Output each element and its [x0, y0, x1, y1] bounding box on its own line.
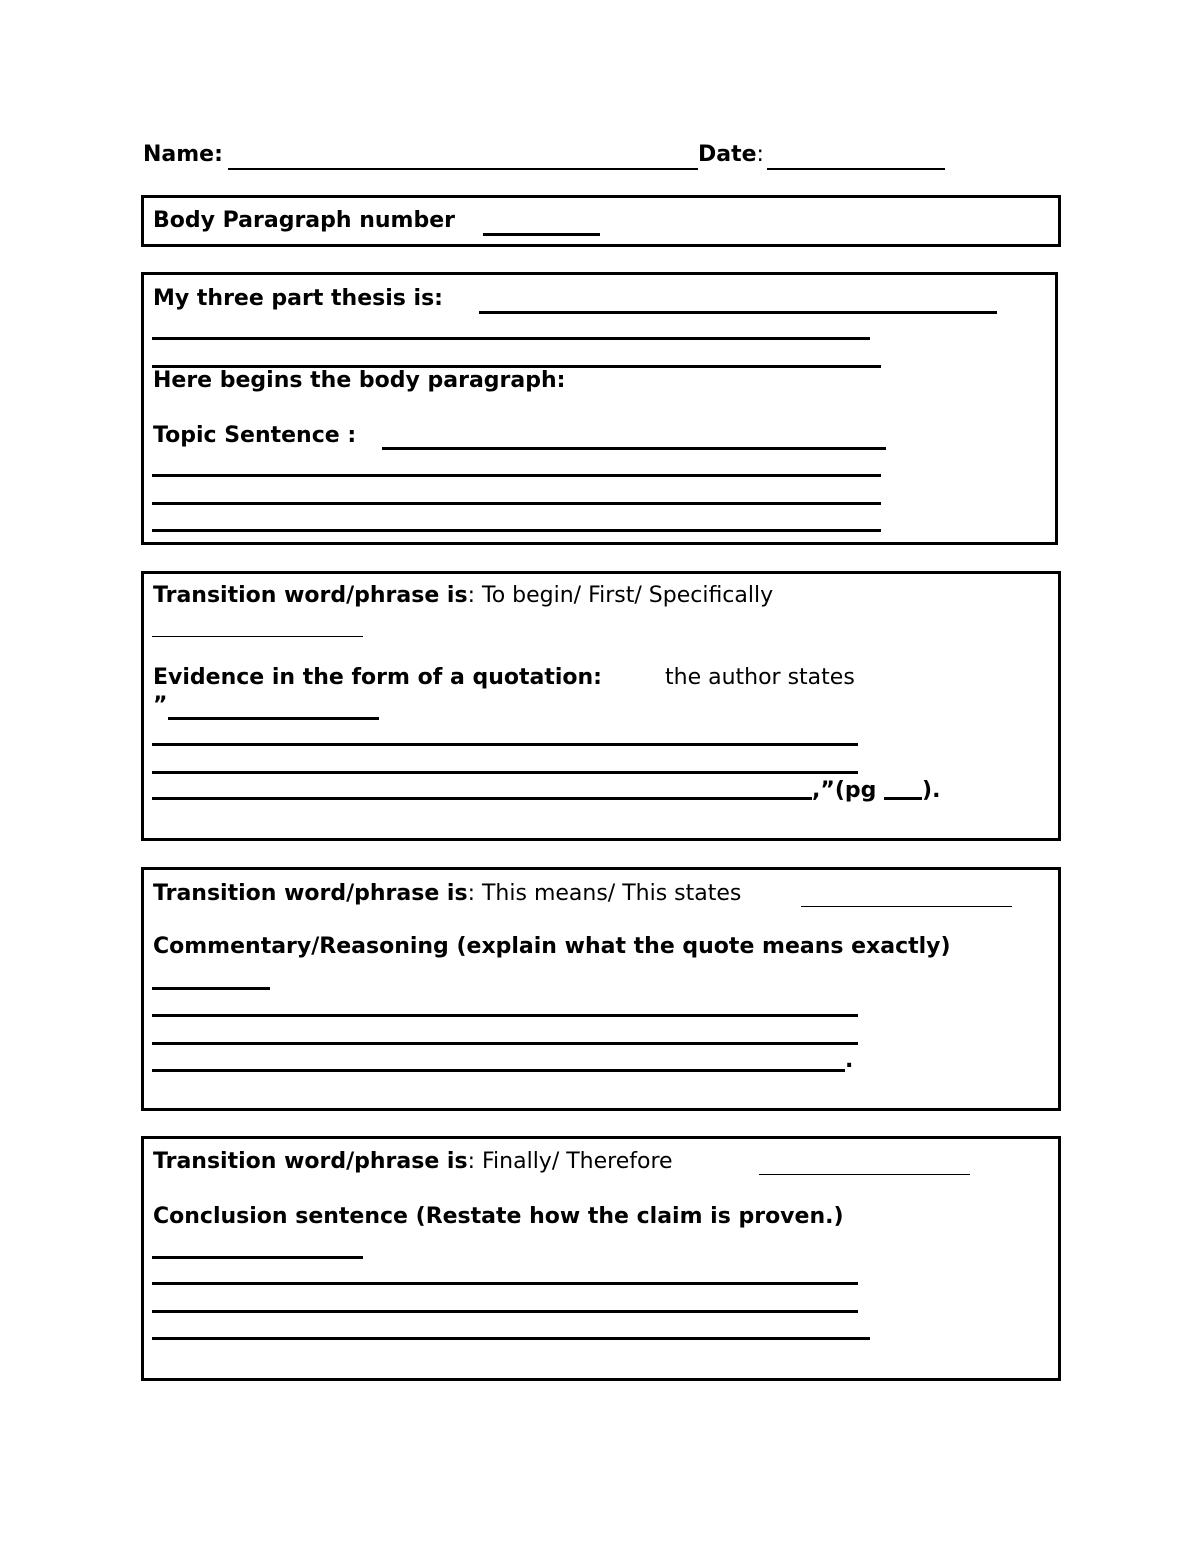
transition-3-line	[153, 1148, 673, 1176]
citation-open: ,”(pg	[812, 778, 885, 803]
conclusion-label: Conclusion sentence (Restate how the claim is proven.)	[153, 1204, 844, 1229]
date-label: Date	[698, 142, 757, 167]
page-number-blank[interactable]	[884, 775, 922, 800]
topic-line-1[interactable]	[382, 447, 886, 450]
topic-line-2[interactable]	[152, 474, 881, 477]
transition-1-line	[153, 582, 773, 610]
evidence-label: Evidence in the form of a quotation:	[153, 665, 602, 690]
thesis-line-2[interactable]	[152, 337, 870, 340]
name-label: Name:	[143, 142, 223, 167]
transition-2-colon: :	[467, 881, 475, 906]
transition-1-label: Transition word/phrase is	[153, 583, 468, 608]
body-begins-label: Here begins the body paragraph:	[153, 368, 566, 393]
commentary-line-4[interactable]	[152, 1069, 845, 1072]
commentary-line-3[interactable]	[152, 1042, 858, 1045]
transition-3-options: Finally/ Therefore	[475, 1149, 673, 1174]
transition-3-colon: :	[467, 1149, 475, 1174]
topic-sentence-label: Topic Sentence :	[153, 423, 357, 448]
transition-2-line	[153, 880, 741, 908]
citation	[812, 775, 940, 805]
evidence-hint: the author states	[665, 665, 855, 690]
conclusion-line-2[interactable]	[152, 1282, 858, 1285]
citation-close: ).	[922, 778, 941, 803]
thesis-line-1[interactable]	[479, 311, 997, 314]
transition-3-label: Transition word/phrase is	[153, 1149, 468, 1174]
commentary-period: .	[845, 1048, 854, 1073]
commentary-line-1[interactable]	[152, 987, 270, 990]
open-quote: ”	[153, 693, 168, 718]
date-colon: :	[756, 142, 764, 167]
transition-2-options: This means/ This states	[475, 881, 742, 906]
transition-2-blank[interactable]	[801, 906, 1012, 907]
evidence-line-1[interactable]	[168, 717, 379, 720]
transition-1-blank[interactable]	[152, 636, 363, 637]
evidence-line-2[interactable]	[152, 743, 858, 746]
evidence-line-3[interactable]	[152, 771, 858, 774]
date-label-group	[698, 141, 764, 169]
body-number-blank[interactable]	[483, 233, 600, 236]
conclusion-line-4[interactable]	[152, 1337, 870, 1340]
body-number-label: Body Paragraph number	[153, 208, 455, 233]
name-blank[interactable]	[228, 168, 698, 170]
commentary-line-2[interactable]	[152, 1014, 858, 1017]
commentary-label: Commentary/Reasoning (explain what the quote means exactly)	[153, 934, 951, 959]
transition-1-options: To begin/ First/ Specifically	[475, 583, 774, 608]
transition-3-blank[interactable]	[759, 1174, 970, 1175]
transition-2-label: Transition word/phrase is	[153, 881, 468, 906]
transition-1-colon: :	[467, 583, 475, 608]
date-blank[interactable]	[767, 168, 945, 170]
topic-line-3[interactable]	[152, 502, 881, 505]
conclusion-line-3[interactable]	[152, 1310, 858, 1313]
conclusion-line-1[interactable]	[152, 1256, 363, 1259]
topic-line-4[interactable]	[152, 529, 881, 532]
evidence-line-4[interactable]	[152, 797, 812, 800]
thesis-label: My three part thesis is:	[153, 286, 443, 311]
